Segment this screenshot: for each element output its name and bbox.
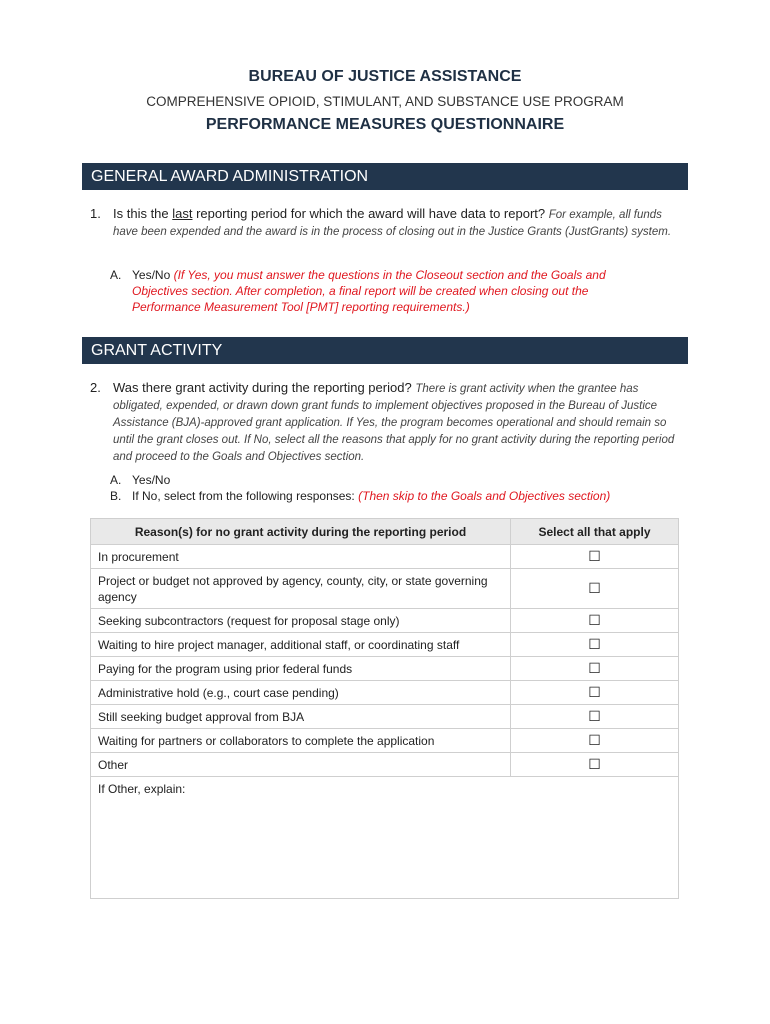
option-label: If No, select from the following responses:	[132, 489, 355, 503]
table-row	[91, 633, 679, 657]
question-1-text-start: Is this the	[113, 206, 173, 221]
table-row	[91, 545, 679, 569]
option-instruction-note: (If Yes, you must answer the questions in the Closeout section and the Goals and Objectives section. After completion, a final report will be created when closing out the Performance Measurement Tool [PMT] reporting requirements.)	[132, 268, 606, 314]
question-2-option-b	[110, 488, 650, 504]
question-number: 1.	[90, 206, 101, 221]
table-row	[91, 609, 679, 633]
column-header-reason: Reason(s) for no grant activity during the reporting period	[91, 519, 511, 545]
reason-waiting-to-hire: Waiting to hire project manager, additional staff, or coordinating staff	[91, 633, 511, 657]
question-1-underlined-word: last	[172, 206, 193, 221]
option-instruction-note: (Then skip to the Goals and Objectives section)	[358, 489, 611, 503]
reason-seeking-subcontractors: Seeking subcontractors (request for proposal stage only)	[91, 609, 511, 633]
option-label: Yes/No	[132, 473, 171, 487]
other-explain-field[interactable]	[91, 777, 679, 899]
reason-other: Other	[91, 753, 511, 777]
checkbox-project-not-approved[interactable]: ☐	[511, 569, 679, 609]
agency-title: BUREAU OF JUSTICE ASSISTANCE	[248, 68, 522, 85]
table-row-explain	[91, 777, 679, 899]
option-label: Yes/No	[132, 268, 171, 282]
table-row	[91, 681, 679, 705]
table-header-row	[91, 519, 679, 545]
question-1-option-a	[110, 267, 650, 315]
option-letter: A.	[110, 473, 122, 487]
column-header-select: Select all that apply	[511, 519, 679, 545]
reason-budget-approval-bja: Still seeking budget approval from BJA	[91, 705, 511, 729]
table-row	[91, 569, 679, 609]
table-row	[91, 657, 679, 681]
section-grant-activity: GRANT ACTIVITY	[82, 337, 688, 364]
reason-project-not-approved: Project or budget not approved by agency, county, city, or state governing agency	[91, 569, 511, 609]
question-2-note: There is grant activity when the grantee has obligated, expended, or drawn down grant funds to implement objectives proposed in the Bureau of Justice Assistance (BJA)-approved grant application. If Yes, the program becomes operational and should remain so until the grant closes out. If No, select all the reasons that apply for no grant activity during the reporting period and proceed to the Goals and Objectives section.	[113, 383, 675, 463]
reason-in-procurement: In procurement	[91, 545, 511, 569]
question-1-note: For example, all funds have been expended and the award is in the process of closing out in the Justice Grants (JustGrants) system.	[113, 209, 672, 238]
checkbox-waiting-for-partners[interactable]: ☐	[511, 729, 679, 753]
question-1-text-end: reporting period for which the award will have data to report?	[192, 206, 546, 221]
checkbox-in-procurement[interactable]: ☐	[511, 545, 679, 569]
table-row	[91, 729, 679, 753]
section-general-award-administration: GENERAL AWARD ADMINISTRATION	[82, 163, 688, 190]
checkbox-other[interactable]: ☐	[511, 753, 679, 777]
reason-administrative-hold: Administrative hold (e.g., court case pending)	[91, 681, 511, 705]
reason-prior-federal-funds: Paying for the program using prior federal funds	[91, 657, 511, 681]
question-2	[90, 380, 680, 465]
checkbox-prior-federal-funds[interactable]: ☐	[511, 657, 679, 681]
document-title: PERFORMANCE MEASURES QUESTIONNAIRE	[205, 116, 565, 133]
option-letter: B.	[110, 489, 122, 503]
question-1	[90, 206, 680, 240]
table-row	[91, 753, 679, 777]
table-row	[91, 705, 679, 729]
other-explain-label: If Other, explain:	[98, 782, 186, 796]
question-2-text: Was there grant activity during the reporting period?	[113, 380, 412, 395]
question-2-option-a	[110, 472, 650, 488]
question-number: 2.	[90, 380, 101, 395]
checkbox-waiting-to-hire[interactable]: ☐	[511, 633, 679, 657]
no-grant-activity-reasons-table	[90, 518, 679, 899]
checkbox-seeking-subcontractors[interactable]: ☐	[511, 609, 679, 633]
checkbox-budget-approval-bja[interactable]: ☐	[511, 705, 679, 729]
option-letter: A.	[110, 268, 122, 282]
program-subtitle: COMPREHENSIVE OPIOID, STIMULANT, AND SUBSTANCE USE PROGRAM	[146, 94, 624, 109]
reason-waiting-for-partners: Waiting for partners or collaborators to complete the application	[91, 729, 511, 753]
checkbox-administrative-hold[interactable]: ☐	[511, 681, 679, 705]
